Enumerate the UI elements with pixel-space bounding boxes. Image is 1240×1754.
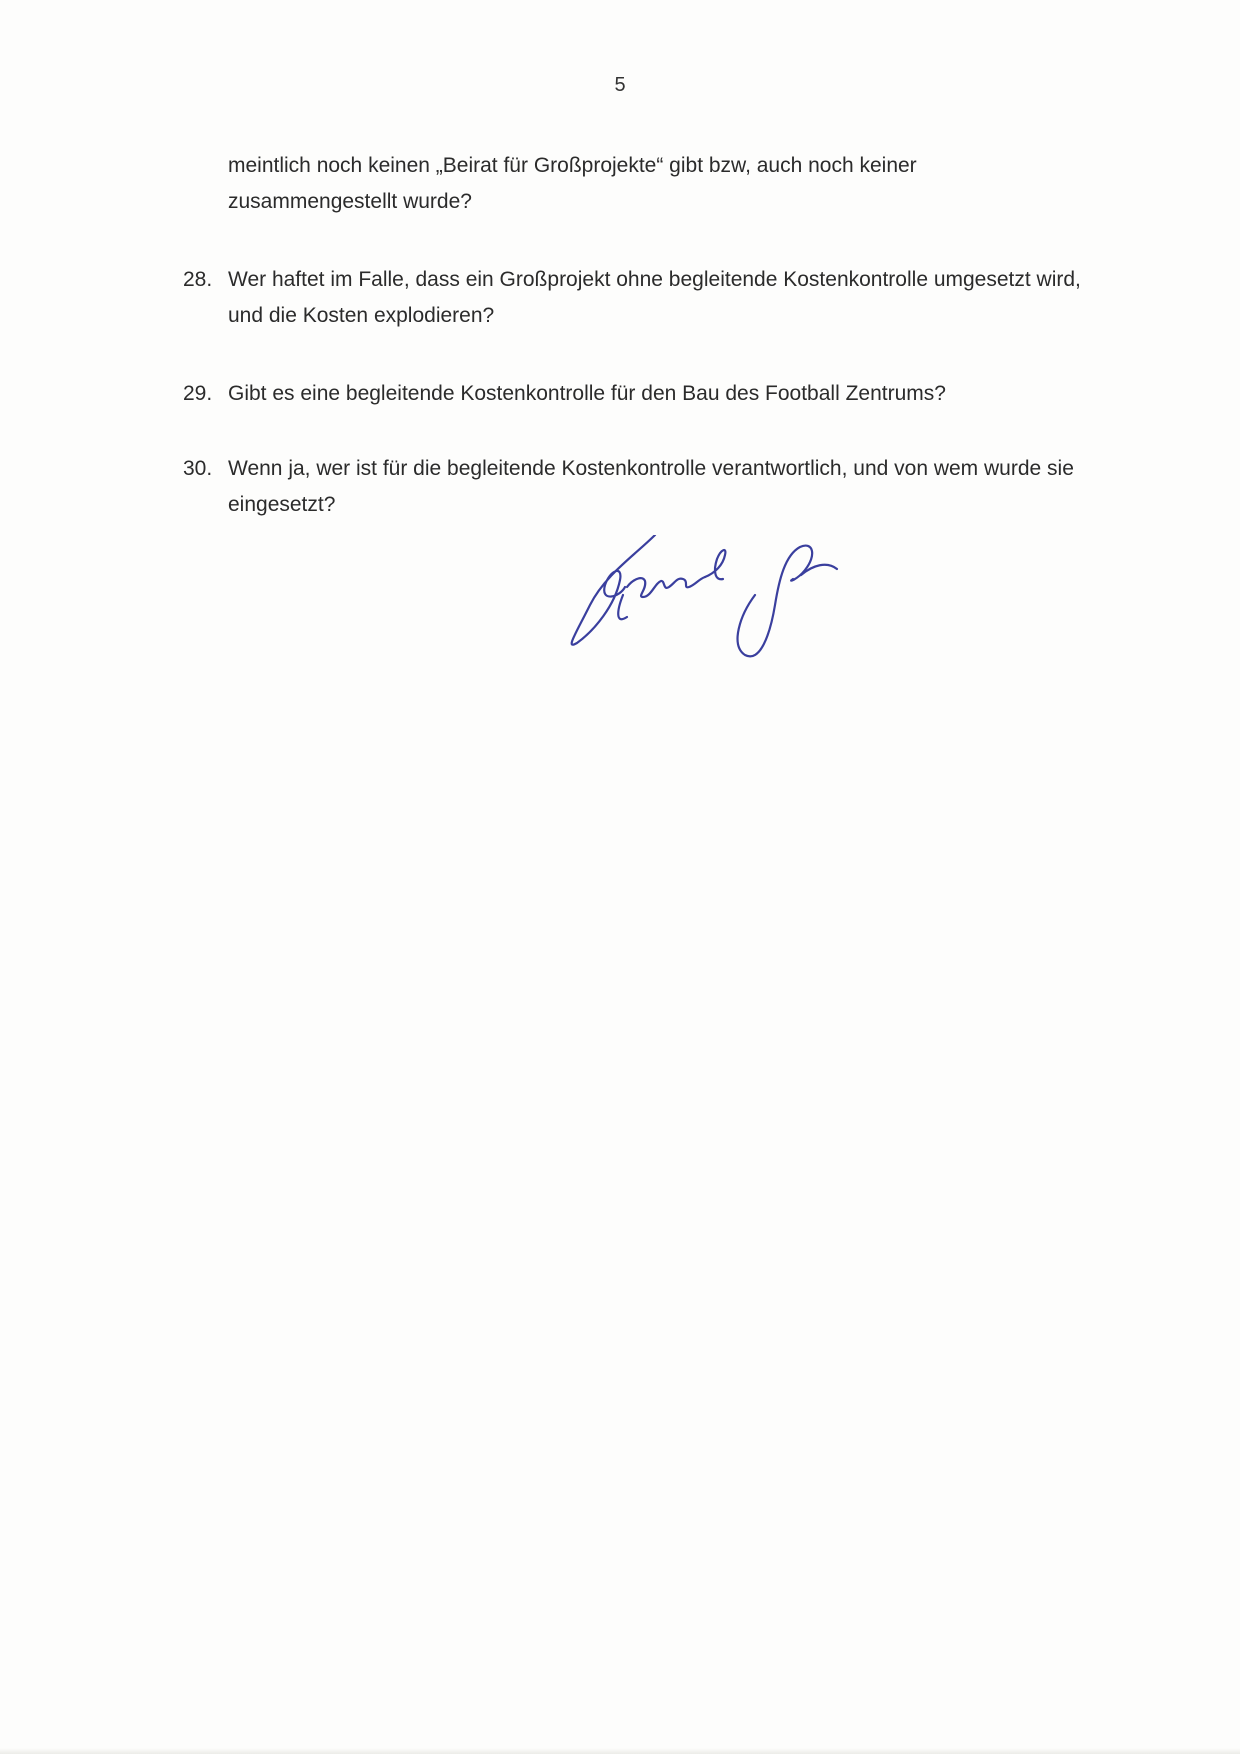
question-number: 28.: [183, 268, 213, 291]
handwritten-signature: [565, 535, 925, 675]
question-number: 30.: [183, 457, 213, 480]
question-29: [183, 376, 1083, 412]
question-30: [183, 451, 1083, 523]
continuation-paragraph: meintlich noch keinen „Beirat für Großprojekte“ gibt bzw, auch noch keiner zusammengestellt wurde?: [228, 154, 917, 213]
signature-stroke: [627, 577, 705, 597]
question-text: Wer haftet im Falle, dass ein Großprojekt ohne begleitende Kostenkontrolle umgesetzt wird, und die Kosten explodieren?: [228, 268, 1081, 327]
scan-edge: [0, 1748, 1240, 1754]
signature-stroke: [738, 546, 813, 657]
signature-strokes: [572, 535, 837, 656]
question-text: Wenn ja, wer ist für die begleitende Kostenkontrolle verantwortlich, und von wem wurde sie eingesetzt?: [228, 457, 1074, 516]
signature-stroke: [705, 550, 725, 579]
page-number: 5: [614, 74, 626, 96]
question-28: [183, 262, 1083, 334]
question-text: Gibt es eine begleitende Kostenkontrolle für den Bau des Football Zentrums?: [228, 382, 946, 405]
question-number: 29.: [183, 382, 213, 405]
signature-stroke: [618, 595, 627, 619]
